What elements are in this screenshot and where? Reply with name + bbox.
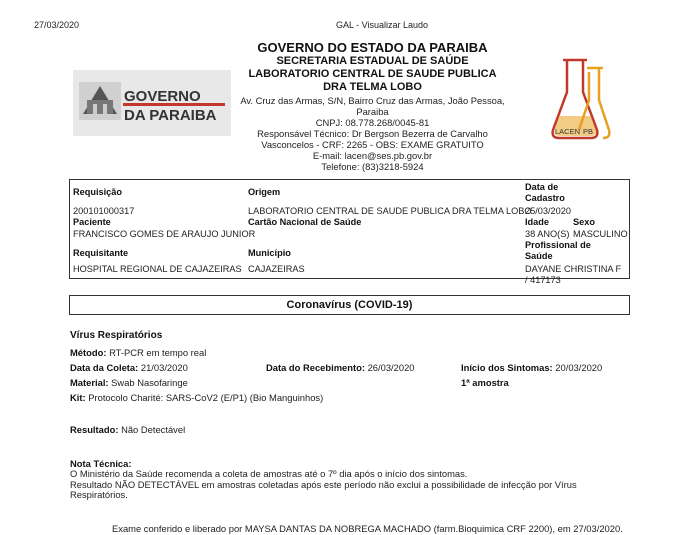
patient-info-box [69,179,630,285]
lacen-flask-graphic [547,54,617,146]
profissional-value-2: / 417173 [525,275,561,285]
origem-label: Origem [248,187,281,197]
metodo-label: Método: [70,347,107,358]
metodo-row [70,347,206,358]
lacen-logo [547,54,617,146]
gov-line2: DA PARAIBA [124,107,217,124]
sintomas-row [461,362,602,373]
recebimento-row [266,362,415,373]
material-label: Material: [70,377,109,388]
recebimento-value: 26/03/2020 [367,362,415,373]
resultado-value: Não Detectável [121,424,186,435]
header-line1: GOVERNO DO ESTADO DA PARAIBA [257,40,488,55]
header-line3: LABORATORIO CENTRAL DE SAUDE PUBLICA [248,68,497,80]
material-row [70,377,188,388]
paciente-label: Paciente [73,217,111,227]
gov-line1: GOVERNO [124,88,201,105]
origem-value: LABORATORIO CENTRAL DE SAUDE PUBLICA DRA TELMA LOBO [248,206,532,216]
footer-release: Exame conferido e liberado por MAYSA DANTAS DA NOBREGA MACHADO (farm.Bioquimica CRF 2200), em 27/03/2020. [112,523,623,534]
resultado-label: Resultado: [70,424,119,435]
data-cadastro-label [525,182,565,204]
profissional-value-1: DAYANE CHRISTINA F [525,264,622,274]
sexo-label: Sexo [573,217,595,227]
sintomas-label: Início dos Sintomas: [461,362,553,373]
nota-line2: Resultado NÃO DETECTÁVEL em amostras coletadas após este período não exclui a possibilidade de infecção por Vírus [70,478,577,490]
requisitante-label: Requisitante [73,248,129,258]
coleta-value: 21/03/2020 [140,362,188,373]
section-title: Vírus Respiratórios [70,330,163,341]
sintomas-value: 20/03/2020 [555,362,603,373]
recebimento-label: Data do Recebimento: [266,362,365,373]
print-title: GAL - Visualizar Laudo [336,20,429,30]
nota-text [70,469,577,501]
header-line4: DRA TELMA LOBO [323,81,422,93]
profissional-label-2: Saúde [525,251,553,261]
nota-line3: Respiratórios. [70,489,128,500]
lab-header [230,40,515,172]
header-line2: SECRETARIA ESTADUAL DE SAÚDE [276,55,469,67]
requisitante-value: HOSPITAL REGIONAL DE CAJAZEIRAS [73,264,242,274]
idade-value: 38 ANO(S) [525,229,570,239]
profissional-value [525,264,621,286]
municipio-value: CAJAZEIRAS [248,264,305,274]
exam-title-box: Coronavírus (COVID-19) [69,295,630,315]
coleta-label: Data da Coleta: [70,362,139,373]
cnpj: CNPJ: 08.778.268/0045-81 [315,117,430,128]
data-cadastro-label-1: Data de [525,182,559,192]
sexo-value: MASCULINO [573,229,628,239]
requisicao-value: 200101000317 [73,206,135,216]
profissional-label [525,240,591,262]
cartao-label: Cartão Nacional de Saúde [248,217,362,227]
idade-label: Idade [525,217,549,227]
kit-label: Kit: [70,392,86,403]
email: E-mail: lacen@ses.pb.gov.br [312,150,433,161]
nota-line1: O Ministério da Saúde recomenda a coleta de amostras até o 7º dia após o início dos sintomas. [70,468,468,479]
lacen-suffix: PB [583,127,594,136]
nota-label: Nota Técnica: [70,458,132,469]
governo-paraiba-logo [73,70,231,136]
address-line2: Paraiba [356,106,389,117]
coleta-row [70,362,188,373]
kit-value: Protocolo Charité: SARS-CoV2 (E/P1) (Bio Manguinhos) [88,392,324,403]
metodo-value: RT-PCR em tempo real [109,347,207,358]
profissional-label-1: Profissional de [525,240,591,250]
governo-logo-graphic [73,70,231,136]
paciente-value: FRANCISCO GOMES DE ARAUJO JUNIOR [73,229,256,239]
tech-line1: Responsável Técnico: Dr Bergson Bezerra de Carvalho [257,128,488,139]
tech-line2: Vasconcelos - CRF: 2265 - OBS: EXAME GRATUITO [261,139,484,150]
amostra: 1ª amostra [461,377,509,388]
requisicao-label: Requisição [73,187,123,197]
print-date: 27/03/2020 [34,20,80,30]
data-cadastro-value: 25/03/2020 [525,206,571,216]
material-value: Swab Nasofaringe [111,377,188,388]
kit-row [70,392,323,403]
lacen-label: LACEN [555,127,581,136]
address-line1: Av. Cruz das Armas, S/N, Bairro Cruz das Armas, João Pessoa, [240,95,505,106]
data-cadastro-label-2: Cadastro [525,193,565,203]
resultado-row [70,424,185,435]
municipio-label: Município [248,248,291,258]
phone: Telefone: (83)3218-5924 [321,161,424,172]
